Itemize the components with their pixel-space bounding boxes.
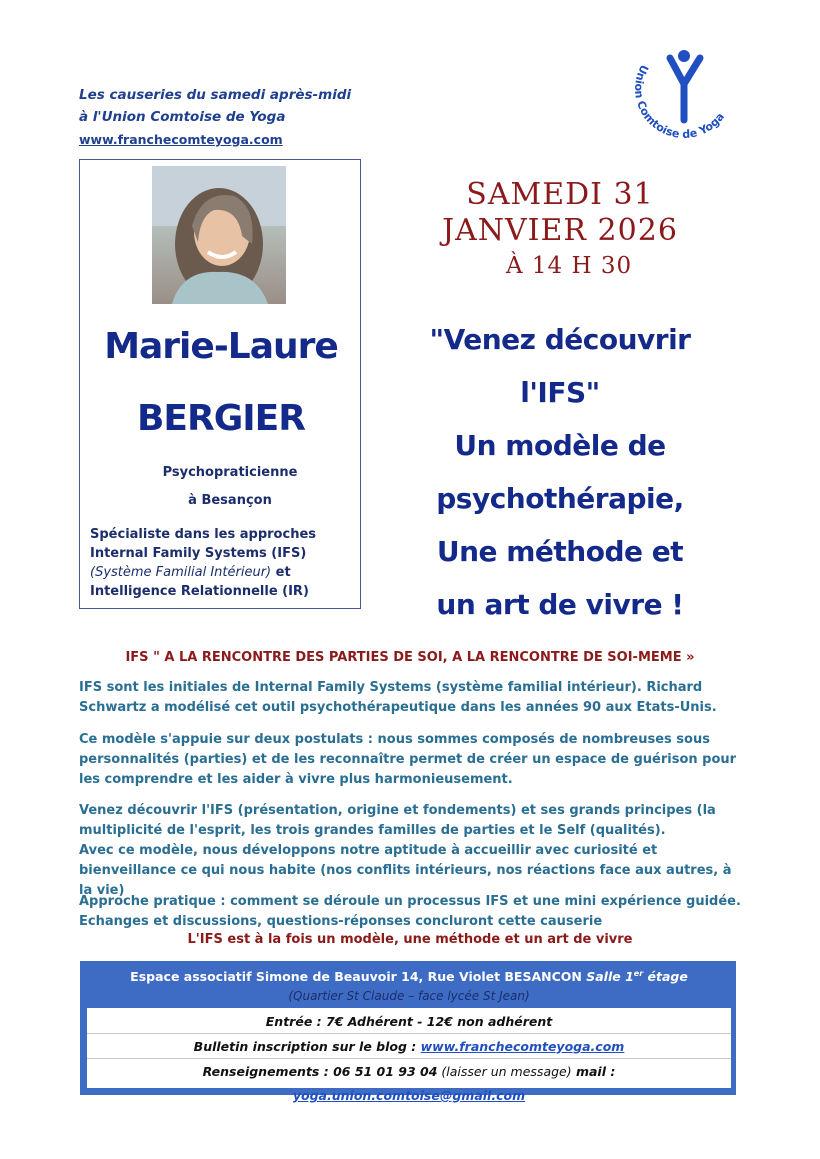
venue-directions: (Quartier St Claude – face lycée St Jean): [288, 989, 530, 1003]
paragraph-principles: Venez découvrir l'IFS (présentation, origine et fondements) et ses grands principes (la multiplicité de l'esprit, les trois grandes familles de parties et le Self (qualités).: [79, 803, 716, 838]
event-date: [400, 177, 720, 249]
mail-label: mail :: [571, 1064, 616, 1079]
speaker-profession: [80, 459, 380, 515]
paragraph-aptitude: Avec ce modèle, nous développons notre aptitude à accueillir avec curiosité et bienveillance ce qui nous habite (nos conflits intérieurs, nos réactions face aux autres, à la vie): [79, 843, 732, 898]
event-time: À 14 H 30: [506, 253, 633, 279]
speaker-box: [79, 159, 361, 609]
union-comtoise-logo: [622, 44, 734, 156]
website-link[interactable]: www.franchecomteyoga.com: [79, 132, 283, 147]
email-link[interactable]: yoga.union.comtoise@gmail.com: [292, 1088, 526, 1103]
title-line-4: psychothérapie,: [436, 482, 684, 515]
paragraph-exchanges: Echanges et discussions, questions-réponses concluront cette causerie: [79, 914, 603, 929]
spec-line-3-rest: et: [271, 565, 291, 580]
event-title: [385, 313, 735, 631]
venue-name: Espace associatif Simone de Beauvoir 14, Rue Violet BESANCON: [130, 969, 582, 985]
contact-phone: Renseignements : 06 51 01 93 04: [202, 1064, 438, 1079]
bulletin-row: [87, 1035, 731, 1059]
series-line-2: à l'Union Comtoise de Yoga: [79, 109, 286, 125]
speaker-last-name: BERGIER: [136, 398, 305, 439]
paragraph-discover: [79, 801, 744, 901]
price-row: Entrée : 7€ Adhérent - 12€ non adhérent: [87, 1010, 731, 1034]
speaker-photo: [152, 166, 286, 304]
paragraph-ifs-intro: IFS sont les initiales de Internal Family Systems (système familial intérieur). Richard Schwartz a modélisé cet outil psychothérapeutique dans les années 90 aux Etats-Unis.: [79, 680, 717, 715]
info-details: [87, 1008, 731, 1103]
paragraph-approach: Approche pratique : comment se déroule un processus IFS et une mini expérience guidée.: [79, 894, 741, 909]
title-line-1: "Venez découvrir: [429, 323, 691, 356]
speaker-city: à Besançon: [188, 493, 272, 508]
contact-note: (laisser un message): [437, 1064, 572, 1079]
speaker-job-title: Psychopraticienne: [162, 465, 298, 480]
series-line-1: Les causeries du samedi après-midi: [79, 87, 352, 103]
contact-row: [87, 1060, 731, 1103]
venue-room: Salle 1er étage: [586, 969, 688, 985]
closing-statement: L'IFS est à la fois un modèle, une méthode et un art de vivre: [187, 932, 633, 947]
date-line-2: JANVIER 2026: [442, 213, 678, 248]
title-line-2: l'IFS": [520, 376, 600, 409]
speaker-first-name: Marie-Laure: [104, 326, 338, 367]
speaker-specialties: [90, 525, 360, 601]
event-series-heading: [79, 84, 379, 128]
spec-line-4: Intelligence Relationnelle (IR): [90, 584, 309, 599]
spec-line-3: [90, 563, 360, 582]
date-line-1: SAMEDI 31: [466, 177, 654, 212]
paragraph-postulates: Ce modèle s'appuie sur deux postulats : nous sommes composés de nombreuses sous personnalités (parties) et de les reconnaître permet de créer un espace de guérison pour les comprendre et les aider à vivre plus harmonieusement.: [79, 732, 737, 787]
paragraph-practice: [79, 892, 744, 932]
title-line-3: Un modèle de: [454, 429, 666, 462]
bulletin-label: Bulletin inscription sur le blog :: [193, 1039, 421, 1054]
bulletin-link[interactable]: www.franchecomteyoga.com: [420, 1039, 625, 1054]
title-line-5: Une méthode et: [436, 535, 684, 568]
event-subtitle: IFS " A LA RENCONTRE DES PARTIES DE SOI, A LA RENCONTRE DE SOI-MEME »: [125, 650, 695, 665]
spec-line-1: Spécialiste dans les approches: [90, 527, 317, 542]
venue-address: [81, 969, 737, 984]
logo-text: Union Comtoise de Yoga: [632, 62, 727, 142]
spec-line-3-italic: (Système Familial Intérieur): [90, 565, 272, 580]
practical-info-box: [80, 961, 736, 1103]
spec-line-2: Internal Family Systems (IFS): [90, 546, 307, 561]
title-line-6: un art de vivre !: [436, 588, 684, 621]
